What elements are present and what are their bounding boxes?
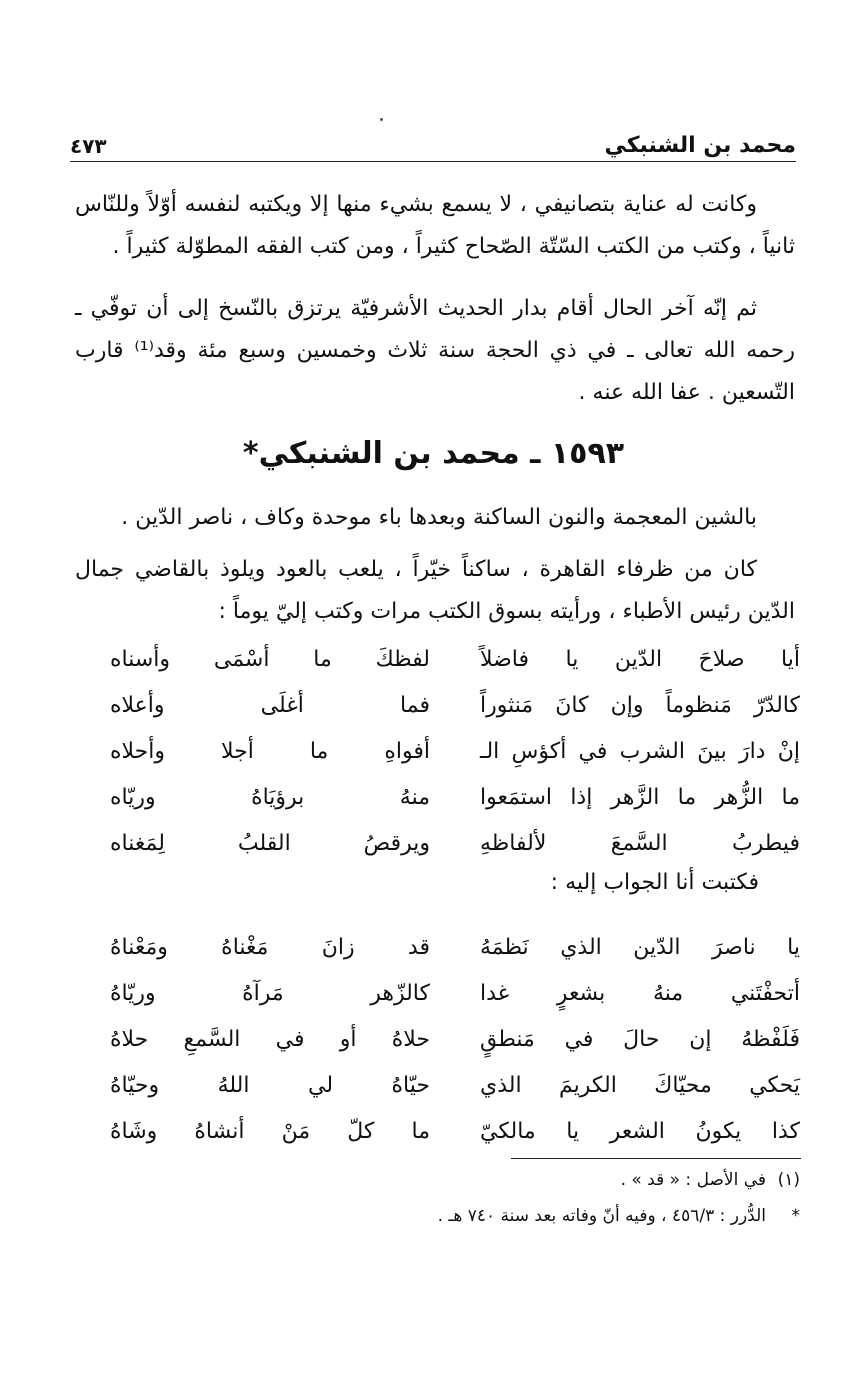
header-rule [70,161,796,162]
reply-lead-in: فكتبت أنا الجواب إليه : [550,870,759,895]
verse [110,774,800,820]
verse [110,636,800,682]
hemistich-second: حيّاهُ لي اللهُ وحيّاهُ [110,1072,430,1098]
hemistich-second: فما أغلَى وأعلاه [110,692,430,718]
verse [110,1062,800,1108]
footnote-rule [511,1158,801,1159]
footnote-text: الدُّرر : ٤٥٦/٣ ، وفيه أنّ وفاته بعد سنة ٧٤٠ هـ . [437,1206,766,1226]
footnote [300,1170,800,1190]
hemistich-second: كالزّهر مَرآهُ وريّاهُ [110,980,430,1006]
poem-1 [110,636,800,866]
footnote-marker: * [791,1206,800,1226]
footnote-marker: (١) [777,1170,800,1190]
entry-title: ١٥٩٣ ـ محمد بن الشنبكي* [242,436,625,471]
hemistich-second: منهُ برؤيَاهُ وريّاه [110,784,430,810]
hemistich-first: كالدّرّ مَنظوماً وإن كانَ مَنثوراً [480,692,800,718]
hemistich-first: يَحكي محيّاكَ الكريمَ الذي [480,1072,800,1098]
verse [110,820,800,866]
hemistich-first: كذا يكونُ الشعر يا مالكيّ [480,1118,800,1144]
hemistich-first: يا ناصرَ الدّين الذي نَظمَهُ [480,934,800,960]
hemistich-second: أفواهِ ما أجلا وأحلاه [110,738,430,764]
hemistich-second: ويرقصُ القلبُ لِمَغناه [110,830,430,856]
print-speck [380,118,383,121]
verse [110,682,800,728]
hemistich-first: فَلَفْظهُ إن حالَ في مَنطقٍ [480,1026,800,1052]
hemistich-first: أتحفْتَني منهُ بشعرٍ غدا [480,980,800,1006]
footnote-text: في الأصل : « قد » . [620,1170,766,1190]
paragraph-3: بالشين المعجمة والنون الساكنة وبعدها باء موحدة وكاف ، ناصر الدّين . [121,505,757,530]
hemistich-first: ما الزُّهر ما الزَّهر إذا استمَعوا [480,784,800,810]
hemistich-first: فيطربُ السَّمعَ لألفاظهِ [480,830,800,856]
hemistich-second: ما كلّ مَنْ أنشاهُ وشَاهُ [110,1118,430,1144]
hemistich-first: أيا صلاحَ الدّين يا فاضلاً [480,646,800,672]
paragraph-2: ثم إنّه آخر الحال أقام بدار الحديث الأشرفيّة يرتزق بالنّسخ إلى أن توفّي ـ رحمه الله تعالى ـ في ذي الحجة سنة ثلاث وخمسين وسبع مئة وقد⁽¹⁾ قارب التّسعين . عفا الله عنه . [75,296,795,405]
verse [110,1016,800,1062]
poem-2 [110,924,800,1154]
verse [110,924,800,970]
running-header [70,122,796,158]
hemistich-second: حلاهُ أو في السَّمعِ حلاهُ [110,1026,430,1052]
paragraph-4: كان من ظرفاء القاهرة ، ساكناً خيّراً ، يلعب بالعود ويلوذ بالقاضي جمال الدّين رئيس الأطباء ، ورأيته بسوق الكتب مرات وكتب إليّ يوماً : [75,557,795,624]
verse [110,970,800,1016]
hemistich-second: لفظكَ ما أسْمَى وأسناه [110,646,430,672]
verse [110,728,800,774]
paragraph-1: وكانت له عناية بتصانيفي ، لا يسمع بشيء منها إلا ويكتبه لنفسه أوّلاً وللنّاس ثانياً ، وكتب من الكتب السّتّة الصّحاح كثيراً ، ومن كتب الفقه المطوّلة كثيراً . [75,192,795,259]
running-title: محمد بن الشنبكي [604,133,796,158]
footnote [300,1206,800,1226]
verse [110,1108,800,1154]
page-number: ٤٧٣ [70,134,107,158]
hemistich-second: قد زانَ مَغْناهُ ومَعْناهُ [110,934,430,960]
hemistich-first: إنْ دارَ بينَ الشرب في أكؤسِ الـ [480,738,800,764]
